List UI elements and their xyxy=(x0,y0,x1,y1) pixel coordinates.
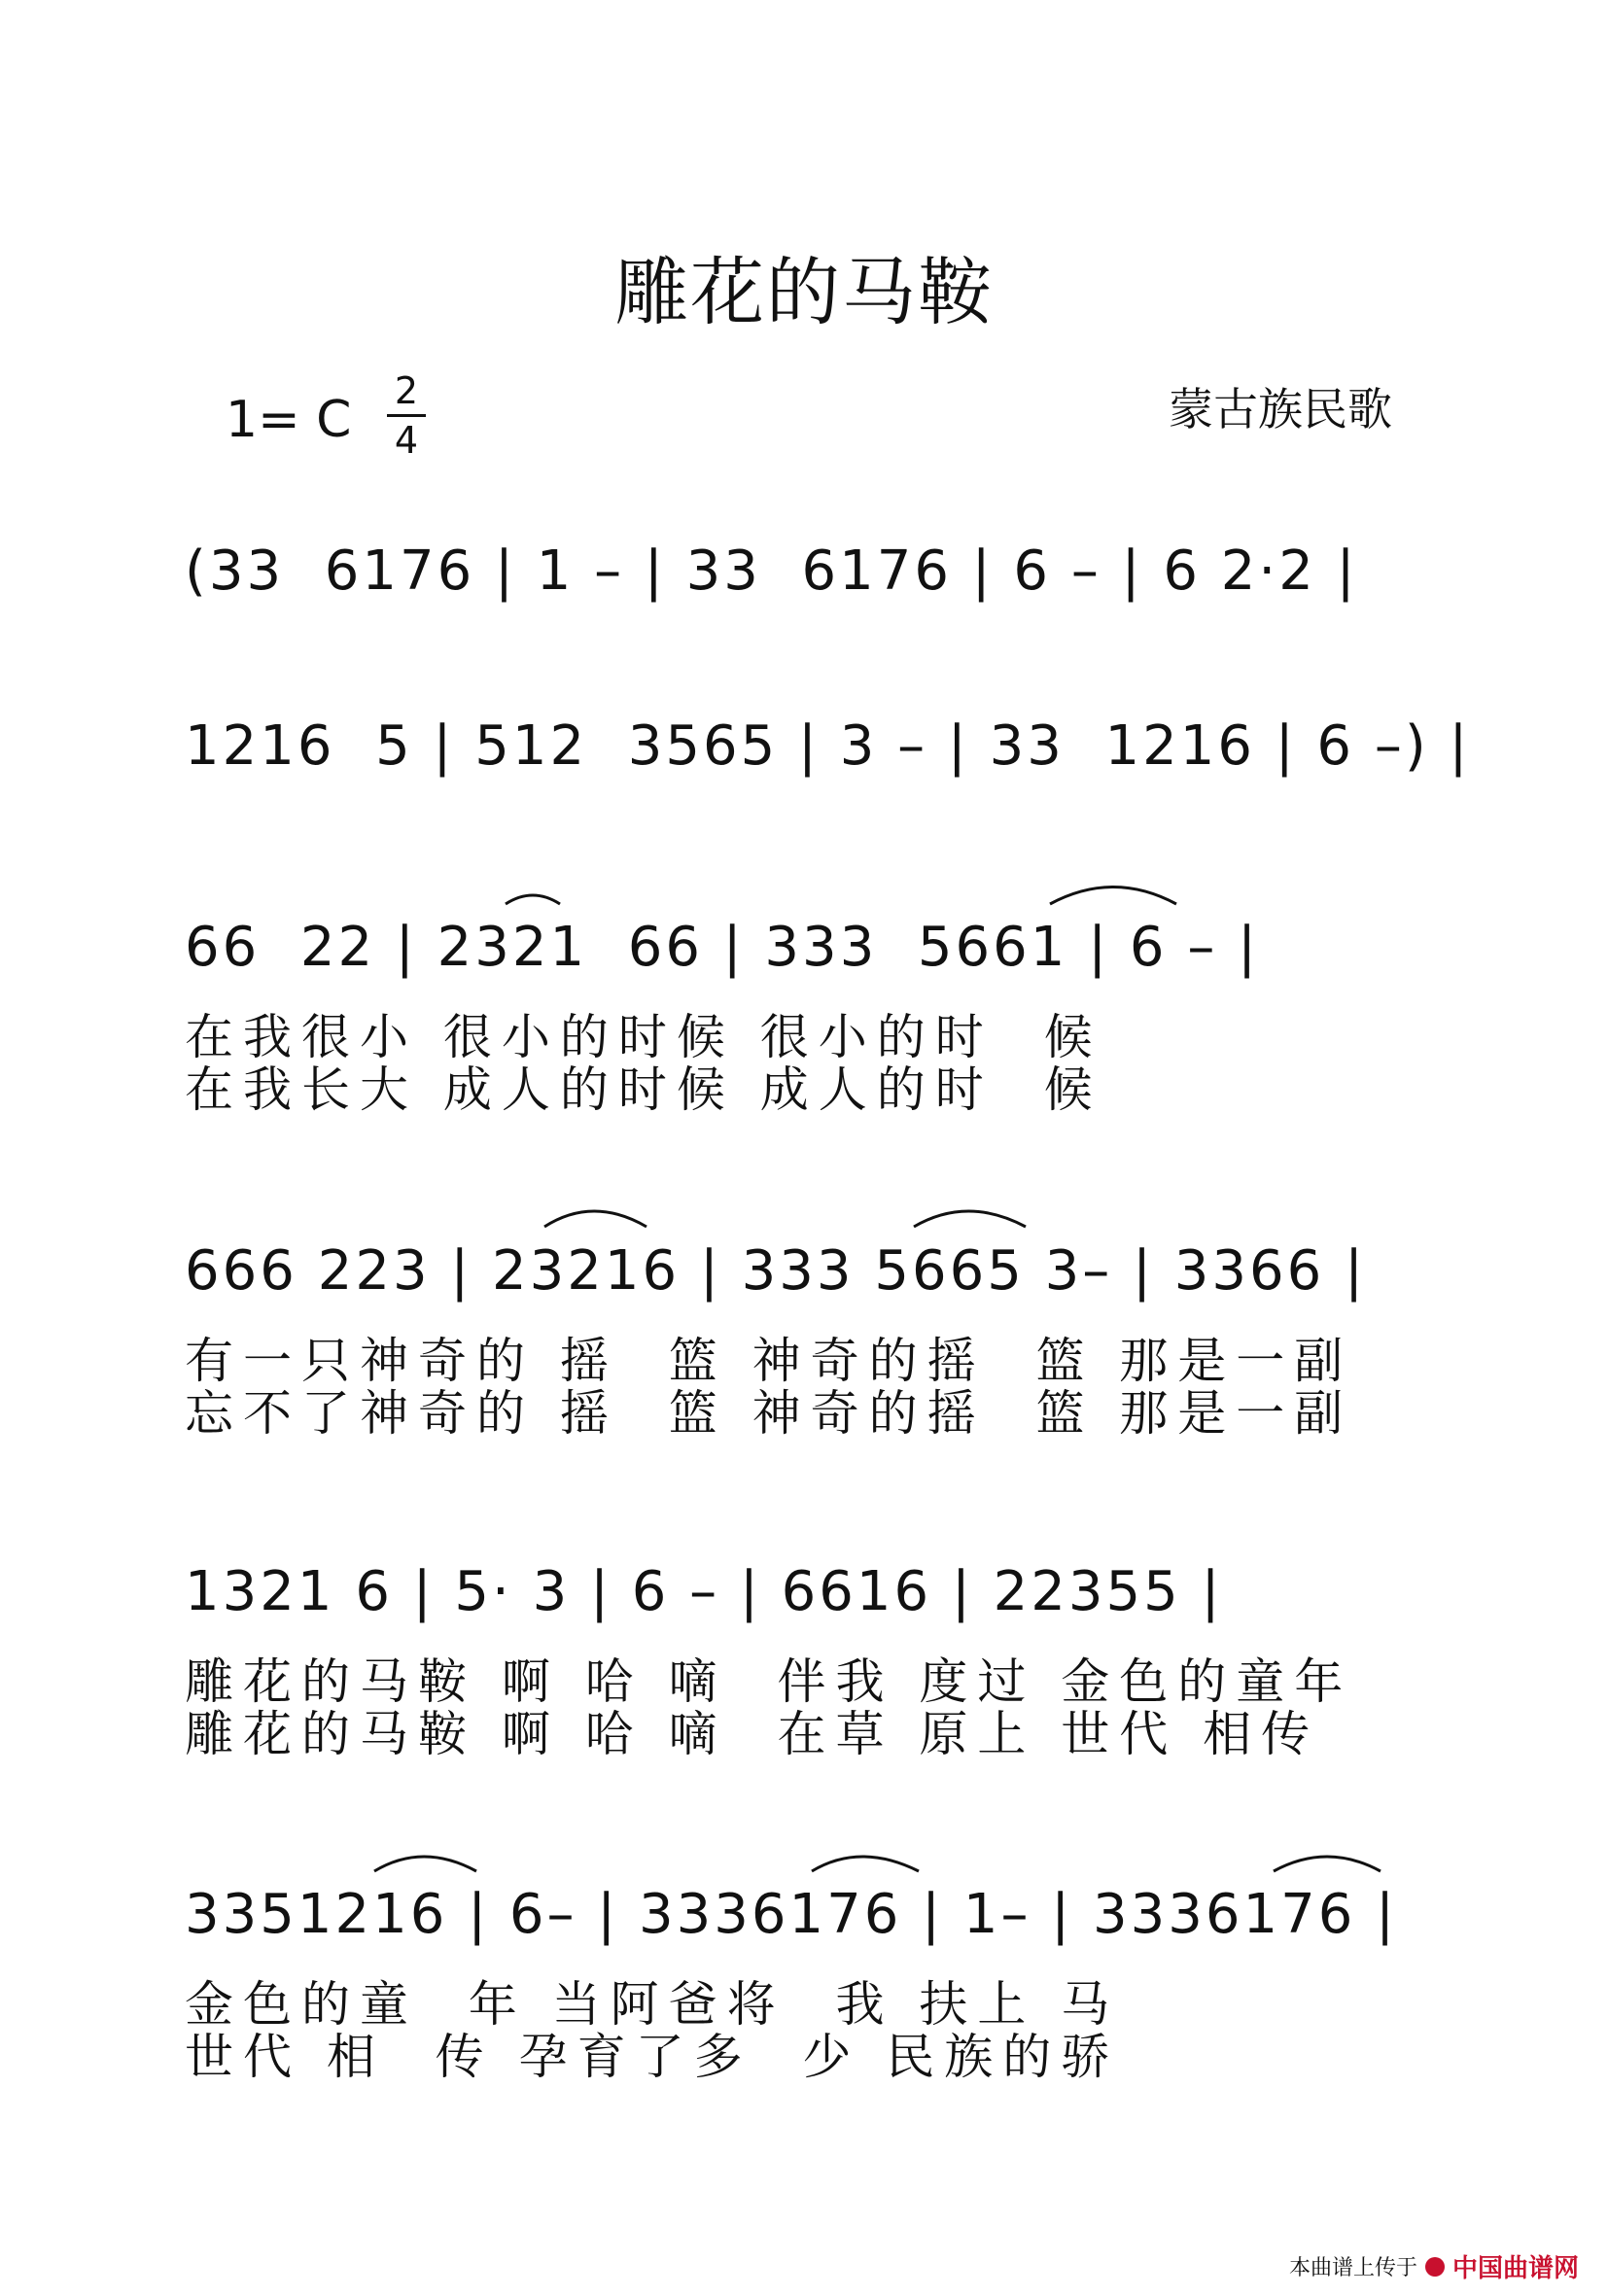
composer-credit: 蒙古族民歌 xyxy=(1169,383,1392,435)
lyric-verse-1: 金色的童 年 当阿爸将 我 扶上 马 xyxy=(185,1976,1120,2033)
slur-arc xyxy=(544,1211,647,1227)
notation-line: (33 6176 | 1 – | 33 6176 | 6 – | 6 2·2 | xyxy=(185,539,1358,603)
footer-prefix: 本曲谱上传于 xyxy=(1288,2256,1417,2280)
notation-line: 66 22 | 2321 66 | 333 5661 | 6 – | xyxy=(185,916,1259,979)
lyric-verse-2: 雕花的马鞍 啊 哈 嘀 在草 原上 世代 相传 xyxy=(185,1706,1320,1762)
lyric-verse-1: 在我很小 很小的时候 很小的时 候 xyxy=(185,1009,1102,1065)
slur-arc xyxy=(812,1857,919,1871)
notation-line: 3351216 | 6– | 3336176 | 1– | 3336176 | xyxy=(185,1883,1398,1946)
lyric-verse-2: 世代 相 传 孕育了多 少 民族的骄 xyxy=(185,2029,1120,2085)
song-title: 雕花的马鞍 xyxy=(614,249,994,335)
lyric-verse-2: 忘不了神奇的 摇 篮 神奇的摇 篮 那是一副 xyxy=(185,1385,1353,1442)
footer-site-name: 中国曲谱网 xyxy=(1451,2254,1579,2283)
slur-arc xyxy=(1050,887,1176,905)
lyric-verse-1: 雕花的马鞍 啊 哈 嘀 伴我 度过 金色的童年 xyxy=(185,1653,1353,1710)
key-signature: 1= C xyxy=(226,391,352,449)
slur-arc xyxy=(506,895,560,904)
time-signature-top: 2 xyxy=(394,369,419,412)
notation-line: 666 223 | 23216 | 333 5665 3– | 3366 | xyxy=(185,1239,1366,1303)
notation-line: 1321 6 | 5· 3 | 6 – | 6616 | 22355 | xyxy=(185,1560,1223,1623)
slur-arc xyxy=(1274,1857,1381,1871)
site-logo-icon xyxy=(1425,2257,1445,2277)
slur-arc xyxy=(914,1211,1026,1227)
notation-line: 1216 5 | 512 3565 | 3 – | 33 1216 | 6 –) | xyxy=(185,714,1471,778)
lyric-verse-1: 有一只神奇的 摇 篮 神奇的摇 篮 那是一副 xyxy=(185,1333,1353,1389)
time-signature-bottom: 4 xyxy=(394,419,419,462)
site-footer xyxy=(1289,2248,1579,2284)
lyric-verse-2: 在我长大 成人的时候 成人的时 候 xyxy=(185,1061,1102,1118)
slur-arc xyxy=(374,1857,476,1871)
